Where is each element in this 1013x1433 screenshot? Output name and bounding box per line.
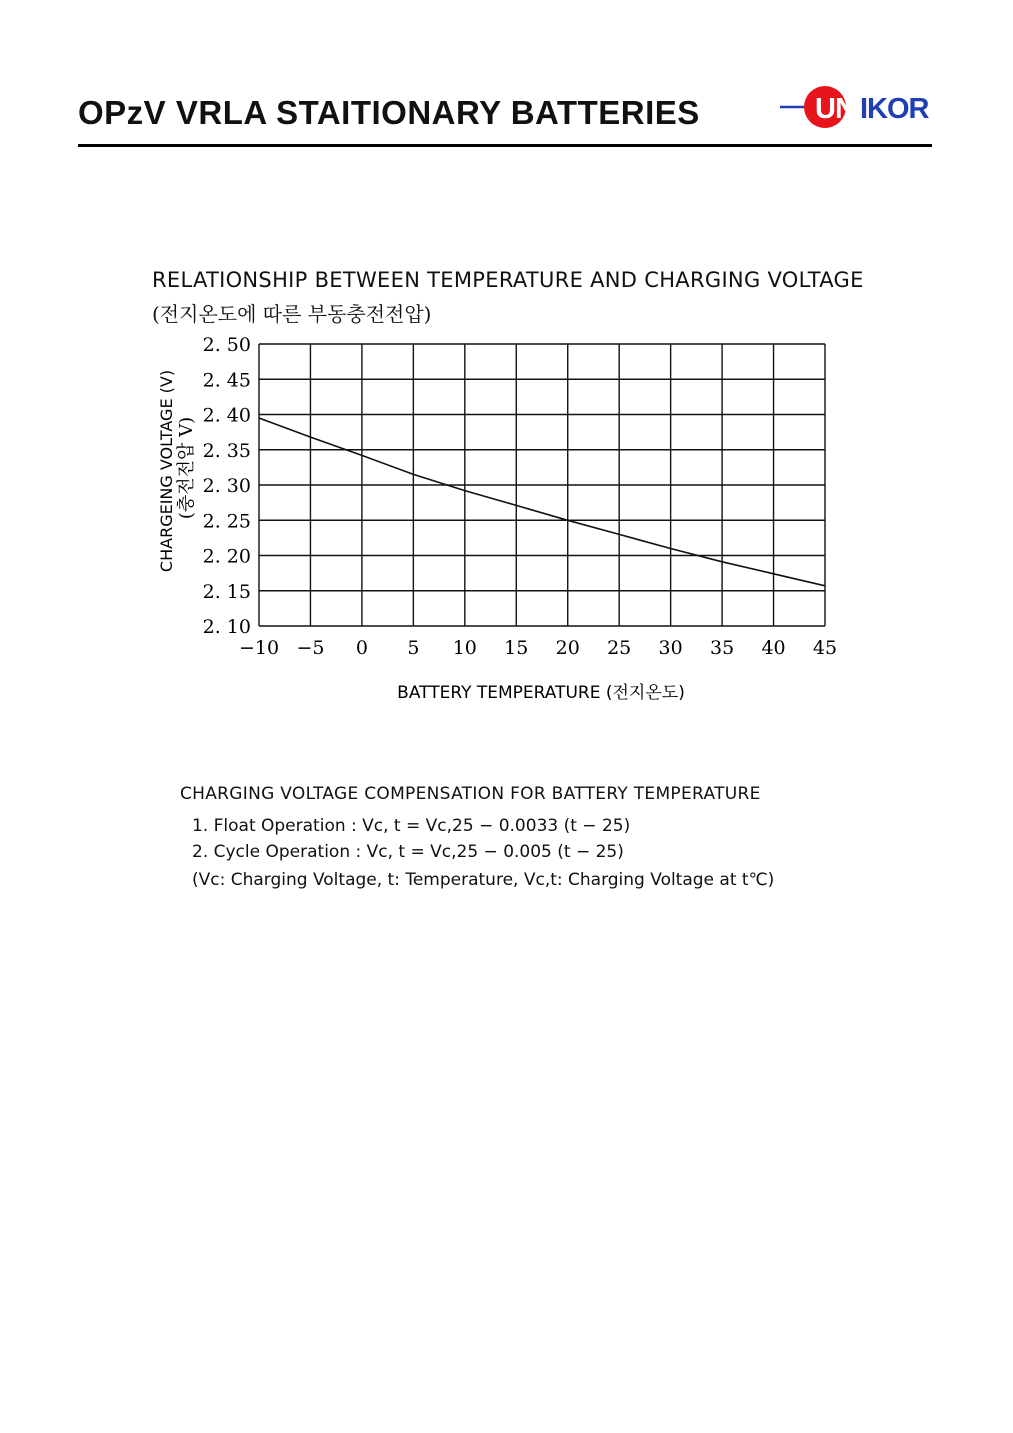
chart-subtitle: (전지온도에 따른 부동충전전압) xyxy=(152,302,432,326)
chart-title: RELATIONSHIP BETWEEN TEMPERATURE AND CHARGING VOLTAGE xyxy=(152,268,864,292)
formula-legend: (Vc: Charging Voltage, t: Temperature, Vc,t: Charging Voltage at t℃) xyxy=(192,870,775,890)
x-axis-label: BATTERY TEMPERATURE (전지온도) xyxy=(397,683,685,703)
x-tick-label: −10 xyxy=(238,637,280,659)
y-tick-label: 2. 45 xyxy=(202,369,251,392)
float-operation-formula: 1. Float Operation : Vc, t = Vc,25 − 0.0033 (t − 25) xyxy=(192,816,631,836)
x-tick-label: 15 xyxy=(504,637,529,659)
x-tick-label: 0 xyxy=(355,637,368,659)
y-tick-labels xyxy=(203,334,251,638)
x-tick-label: 10 xyxy=(452,637,477,659)
y-tick-label: 2. 20 xyxy=(202,545,251,568)
logo-text-left: UN xyxy=(815,93,855,125)
y-tick-label: 2. 15 xyxy=(202,580,251,603)
y-tick-label: 2. 25 xyxy=(202,510,251,533)
notes-title: CHARGING VOLTAGE COMPENSATION FOR BATTERY TEMPERATURE xyxy=(180,784,761,804)
y-axis-label-korean: (충전전압 V) xyxy=(176,416,197,520)
cycle-operation-formula: 2. Cycle Operation : Vc, t = Vc,25 − 0.005 (t − 25) xyxy=(192,842,624,862)
x-tick-label: 20 xyxy=(555,637,580,659)
x-tick-label: 25 xyxy=(607,637,632,659)
x-tick-label: 35 xyxy=(709,637,735,659)
y-tick-label: 2. 40 xyxy=(202,404,251,427)
y-tick-label: 2. 35 xyxy=(202,439,251,462)
x-tick-label: 30 xyxy=(658,637,683,659)
y-tick-label: 2. 30 xyxy=(202,475,251,497)
y-tick-label: 2. 50 xyxy=(202,334,251,356)
compensation-notes xyxy=(180,784,774,890)
x-tick-label: −5 xyxy=(296,637,325,659)
x-tick-label: 40 xyxy=(761,637,786,659)
x-tick-label: 5 xyxy=(407,637,420,659)
logo-text-right: IKOR xyxy=(860,93,929,125)
y-tick-label: 2. 10 xyxy=(202,616,251,638)
y-axis-label: CHARGEING VOLTAGE (V) xyxy=(157,369,176,573)
series-line-0 xyxy=(259,418,825,586)
chart-series xyxy=(259,418,825,586)
chart-grid xyxy=(259,344,825,626)
page-title: OPzV VRLA STAITIONARY BATTERIES xyxy=(78,94,700,131)
x-tick-labels xyxy=(239,637,837,659)
x-tick-label: 45 xyxy=(812,637,838,659)
